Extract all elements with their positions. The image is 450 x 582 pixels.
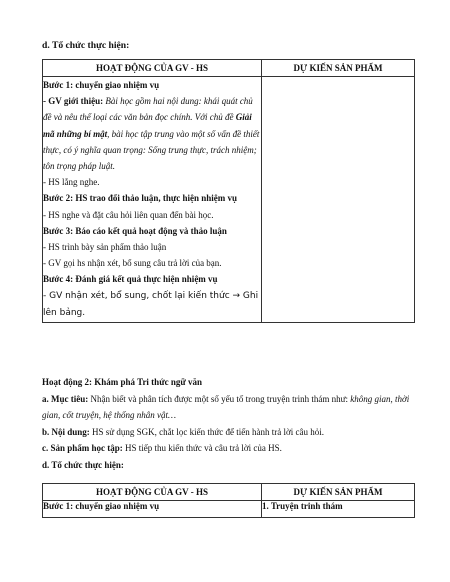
step2-text: - HS nghe và đặt câu hỏi liên quan đến bài học. (43, 209, 214, 220)
product-text: HS tiếp thu kiến thức và câu trả lời của HS. (122, 443, 282, 453)
activity2-title: Hoạt động 2: Khám phá Tri thức ngữ văn (42, 377, 202, 387)
gv-intro-paragraph (43, 93, 261, 174)
step4-title: Bước 4: Đánh giá kết quả thực hiện nhiệm vụ (43, 274, 218, 285)
activity-table-1 (42, 59, 415, 323)
hs-listen-line: - HS lắng nghe. (43, 177, 100, 188)
goal-line (42, 391, 414, 424)
goal-label: a. Mục tiêu: (42, 393, 89, 404)
gv-intro-text2: , bài học tập trung vào một số vấn đề thiết thực, có ý nghĩa quan trọng: Sống trung thực, trách nhiệm; tôn trọng pháp luật. (43, 128, 260, 172)
table2-header-teacher-student: HOẠT ĐỘNG CỦA GV - HS (43, 484, 262, 501)
goal-italic: không gian, thời gian, cốt truyện, hệ thống nhân vật… (42, 393, 410, 420)
table1-header-teacher-student: HOẠT ĐỘNG CỦA GV - HS (43, 60, 262, 77)
step3-text2: - GV gọi hs nhận xét, bổ sung câu trả lời của bạn. (43, 258, 222, 269)
step1-title: Bước 1: chuyển giao nhiệm vụ (43, 80, 160, 90)
table1-activity-cell (43, 77, 262, 323)
table2-row1-product: 1. Truyện trinh thám (262, 501, 415, 518)
step4-text: - GV nhận xét, bổ sung, chốt lại kiến thức → Ghi lên bảng. (43, 290, 259, 318)
content-line (42, 424, 414, 441)
content-text: HS sử dụng SGK, chắt lọc kiến thức để tiến hành trả lời câu hỏi. (89, 426, 325, 437)
step2-title: Bước 2: HS trao đổi thảo luận, thực hiện nhiệm vụ (43, 193, 238, 204)
goal-text: Nhận biết và phân tích được một số yếu tố trong truyện trinh thám như: (88, 393, 351, 404)
activity2-section (42, 374, 414, 473)
gv-intro-text1: Bài học gồm hai nội dung: khái quát chủ đề và nêu thể loại các văn bản đọc chính. Với chủ đề (43, 96, 253, 123)
product-label: c. Sản phẩm học tập: (42, 443, 123, 453)
activity2-org-heading: d. Tổ chức thực hiện: (42, 459, 124, 470)
table2-row1-activity: Bước 1: chuyển giao nhiệm vụ (43, 501, 262, 518)
product-line (42, 440, 414, 457)
step3-text1: - HS trình bày sản phẩm thảo luận (43, 242, 167, 253)
step3-title: Bước 3: Báo cáo kết quả hoạt động và thảo luận (43, 225, 227, 236)
table2-header-expected-product: DỰ KIẾN SẢN PHẨM (262, 484, 415, 501)
section-heading-organization: d. Tổ chức thực hiện: (42, 40, 130, 51)
gv-intro-theme: Giải mã những bí mật (43, 112, 252, 139)
gv-intro-label: - GV giới thiệu: (43, 96, 104, 107)
table1-header-expected-product: DỰ KIẾN SẢN PHẨM (262, 60, 415, 77)
content-label: b. Nội dung: (42, 426, 90, 437)
activity-table-2 (42, 483, 415, 518)
table1-product-cell (262, 77, 415, 323)
